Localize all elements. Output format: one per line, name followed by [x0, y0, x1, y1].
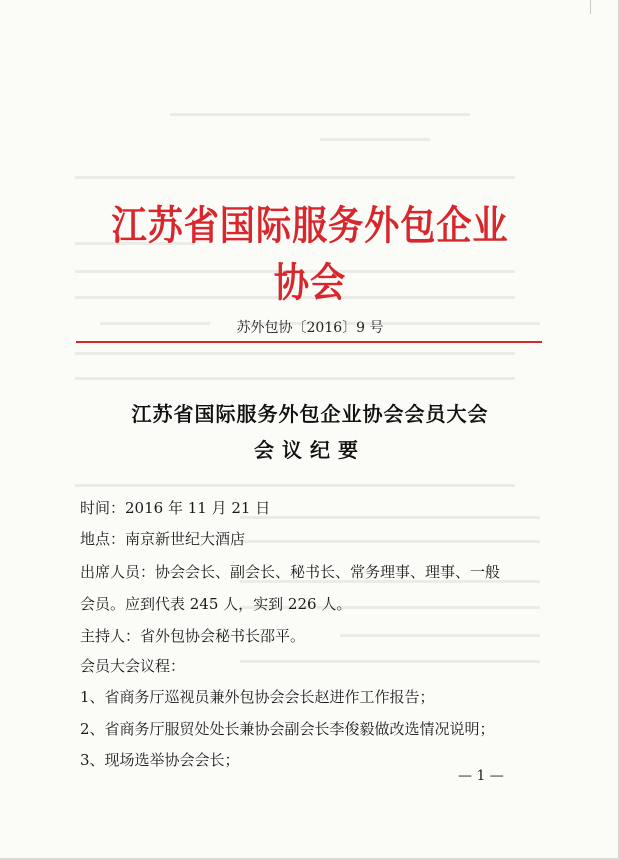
- page-number: — 1 —: [458, 768, 504, 784]
- agenda-item: 3、现场选举协会会长；: [80, 751, 240, 769]
- minutes-subtitle: 会议纪要: [254, 438, 366, 462]
- agenda-heading: 会员大会议程：: [80, 657, 186, 675]
- attendees-line-1: 出席人员：协会会长、副会长、秘书长、常务理事、理事、一般: [80, 563, 501, 581]
- organization-title: 江苏省国际服务外包企业协会: [111, 203, 509, 306]
- agenda-item: 2、省商务厅服贸处处长兼协会副会长李俊毅做改选情况说明；: [80, 720, 495, 738]
- meeting-host: 主持人：省外包协会秘书长邵平。: [80, 627, 306, 645]
- document-number: 苏外包协〔2016〕9 号: [236, 320, 384, 336]
- attendees-line-2: 会员。应到代表 245 人，实到 226 人。: [80, 595, 352, 613]
- meeting-time: 时间：2016 年 11 月 21 日: [80, 499, 271, 517]
- meeting-place: 地点：南京新世纪大酒店: [80, 530, 246, 548]
- meeting-title: 江苏省国际服务外包企业协会会员大会: [131, 402, 489, 426]
- red-divider: [76, 341, 542, 343]
- scan-edge-mark: [590, 0, 591, 14]
- agenda-item: 1、省商务厅巡视员兼外包协会会长赵进作工作报告；: [80, 688, 435, 706]
